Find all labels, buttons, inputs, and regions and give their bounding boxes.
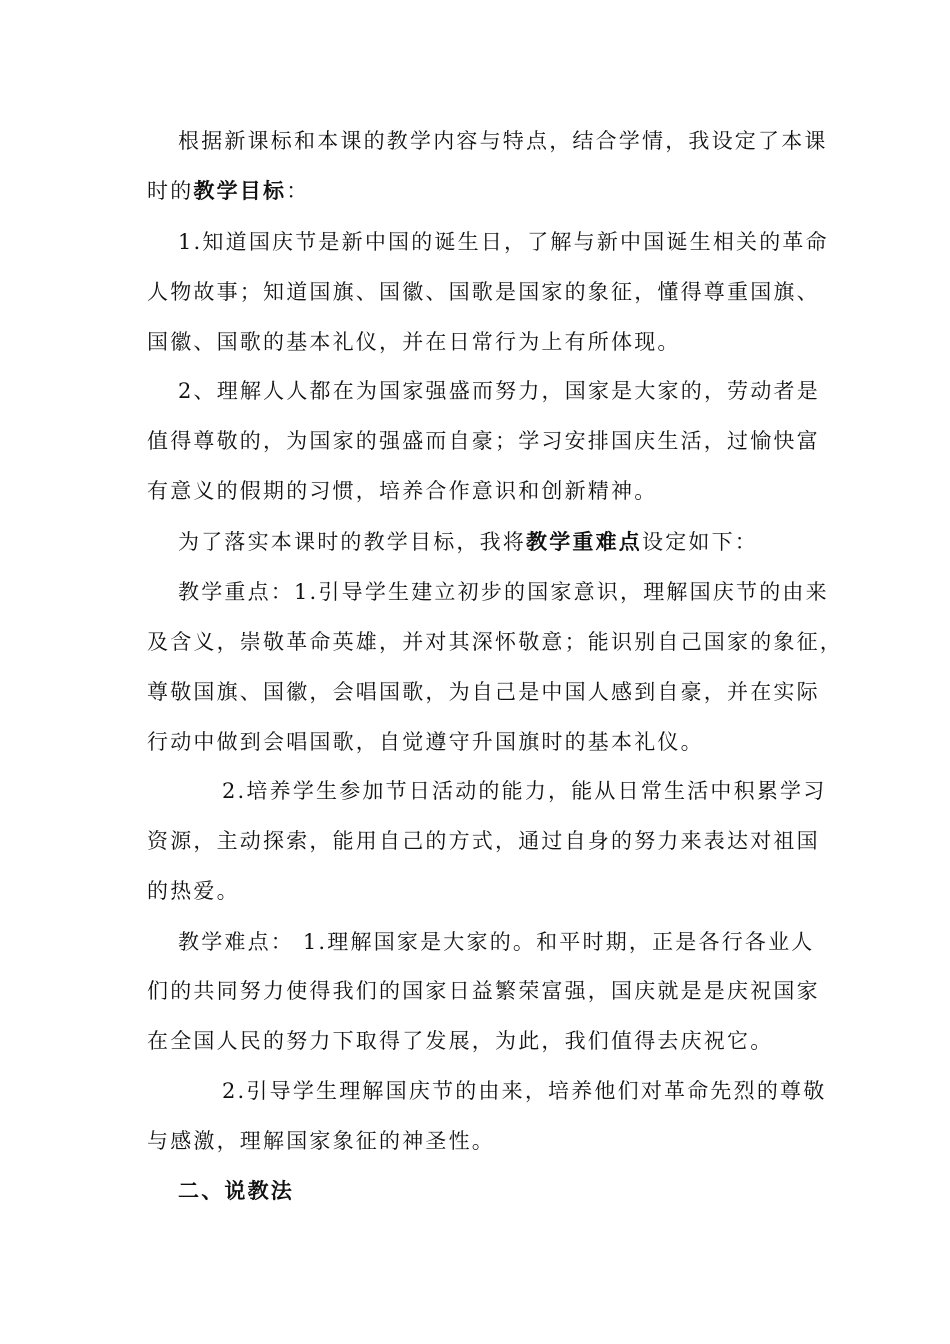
intro-line-2 (147, 177, 309, 205)
key-point-1-line-3: 尊敬国旗、国徽，会唱国歌，为自己是中国人感到自豪，并在实际 (147, 680, 820, 704)
goal-1-line-2: 人物故事；知道国旗、国徽、国歌是国家的象征，懂得尊重国旗、 (147, 280, 820, 304)
key-point-1-line-1: 教学重点：1.引导学生建立初步的国家意识，理解国庆节的由来 (178, 580, 829, 604)
difficulty-1-line-1: 教学难点： 1.理解国家是大家的。和平时期，正是各行各业人 (178, 930, 815, 954)
keypoints-intro (178, 528, 758, 556)
goal-1-line-1: 1.知道国庆节是新中国的诞生日，了解与新中国诞生相关的革命 (178, 230, 829, 254)
intro-line-2-suffix: ： (286, 179, 310, 203)
difficulty-2-line-1: 2.引导学生理解国庆节的由来，培养他们对革命先烈的尊敬 (222, 1079, 827, 1103)
keypoints-intro-prefix: 为了落实本课时的教学目标，我将 (178, 530, 526, 554)
goal-1-line-3: 国徽、国歌的基本礼仪，并在日常行为上有所体现。 (147, 330, 681, 354)
teaching-goals-heading: 教学目标 (193, 178, 287, 203)
section-heading (178, 1177, 294, 1205)
key-difficult-points-heading: 教学重难点 (526, 529, 642, 554)
difficulty-2-line-2: 与感激，理解国家象征的神圣性。 (147, 1129, 495, 1153)
goal-2-line-1: 2、理解人人都在为国家强盛而努力，国家是大家的，劳动者是 (178, 379, 820, 403)
difficulty-1-line-3: 在全国人民的努力下取得了发展，为此，我们值得去庆祝它。 (147, 1029, 774, 1053)
key-point-1-line-4: 行动中做到会唱国歌，自觉遵守升国旗时的基本礼仪。 (147, 730, 704, 754)
key-point-2-line-3: 的热爱。 (147, 879, 240, 903)
difficulty-1-line-2: 们的共同努力使得我们的国家日益繁荣富强，国庆就是是庆祝国家 (147, 979, 820, 1003)
goal-2-line-3: 有意义的假期的习惯，培养合作意识和创新精神。 (147, 479, 658, 503)
keypoints-intro-suffix: 设定如下： (642, 530, 758, 554)
intro-line-2-prefix: 时的 (147, 179, 194, 203)
key-point-2-line-1: 2.培养学生参加节日活动的能力，能从日常生活中积累学习 (222, 779, 827, 803)
goal-2-line-2: 值得尊敬的，为国家的强盛而自豪；学习安排国庆生活，过愉快富 (147, 429, 820, 453)
intro-line-1: 根据新课标和本课的教学内容与特点，结合学情，我设定了本课 (178, 129, 828, 153)
key-point-1-line-2: 及含义，崇敬革命英雄，并对其深怀敬意；能识别自己国家的象征， (147, 630, 843, 654)
key-point-2-line-2: 资源，主动探索，能用自己的方式，通过自身的努力来表达对祖国 (147, 829, 820, 853)
section-heading-text: 二、说教法 (178, 1178, 294, 1203)
